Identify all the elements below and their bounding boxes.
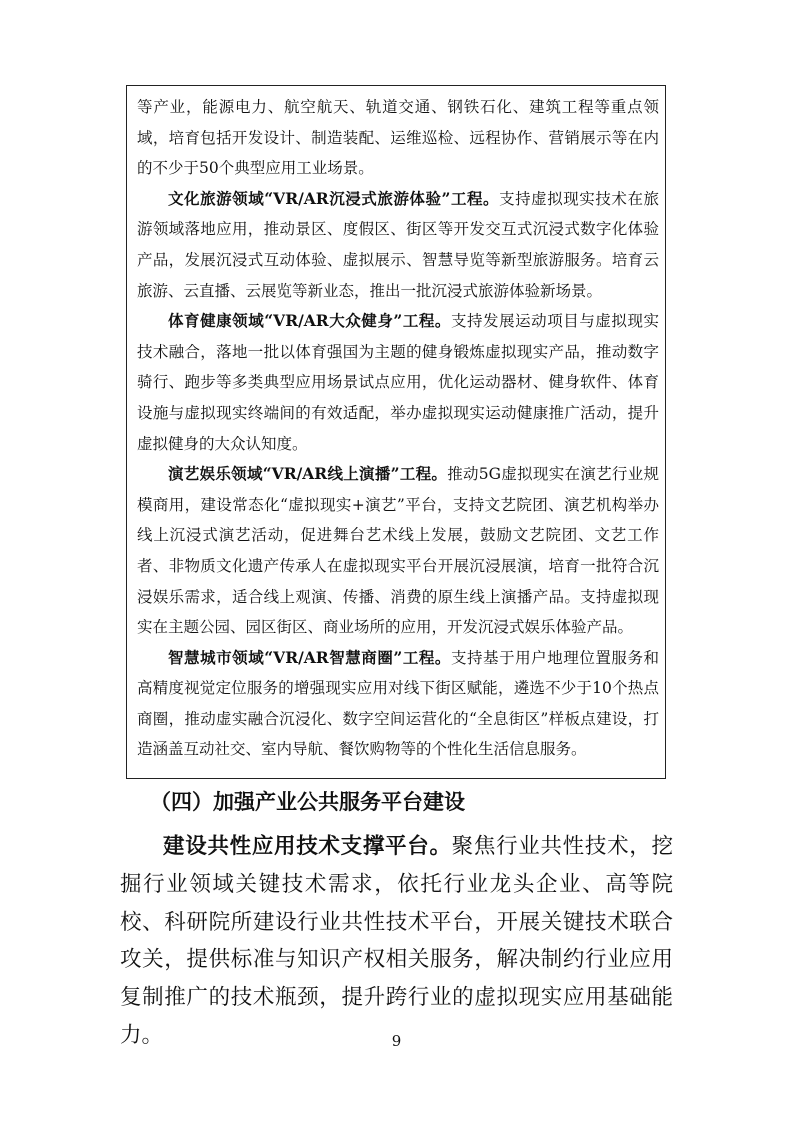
box-paragraph-industry	[137, 92, 659, 184]
section-heading: （四）加强产业公共服务平台建设	[150, 789, 465, 814]
box-paragraph-smart-city-body: 支持基于用户地理位置服务和高精度视觉定位服务的增强现实应用对线下街区赋能，遴选不少于10个热点商圈，推动虚实融合沉浸化、数字空间运营化的“全息街区”样板点建设，打造涵盖互动社交、室内导航、餐饮购物等的个性化生活信息服务。	[137, 648, 659, 759]
body-paragraph	[120, 828, 673, 1055]
box-paragraph-performance	[137, 459, 659, 643]
page-number: 9	[391, 1032, 402, 1050]
box-paragraph-tourism	[137, 184, 659, 306]
box-paragraph-tourism-head: 文化旅游领域“VR/AR沉浸式旅游体验”工程。	[168, 188, 500, 208]
box-paragraph-performance-body: 推动5G虚拟现实在演艺行业规模商用，建设常态化“虚拟现实+演艺”平台，支持文艺院团、演艺机构举办线上沉浸式演艺活动，促进舞台艺术线上发展，鼓励文艺院团、文艺工作者、非物质文化遗产传承人在虚拟现实平台开展沉浸展演，培育一批符合沉浸娱乐需求，适合线上观演、传播、消费的原生线上演播产品。支持虚拟现实在主题公园、园区街区、商业场所的应用，开发沉浸式娱乐体验产品。	[137, 465, 659, 637]
box-paragraph-sports	[137, 306, 659, 459]
box-paragraph-sports-body: 支持发展运动项目与虚拟现实技术融合，落地一批以体育强国为主题的健身锻炼虚拟现实产品，推动数字骑行、跑步等多类典型应用场景试点应用，优化运动器材、健身软件、体育设施与虚拟现实终端间的有效适配，举办虚拟现实运动健康推广活动，提升虚拟健身的大众认知度。	[137, 312, 659, 453]
box-paragraph-tourism-body: 支持虚拟现实技术在旅游领域落地应用，推动景区、度假区、街区等开发交互式沉浸式数字化体验产品，发展沉浸式互动体验、虚拟展示、智慧导览等新型旅游服务。培育云旅游、云直播、云展览等新业态，推出一批沉浸式旅游体验新场景。	[137, 189, 659, 300]
box-paragraph-smart-city-head: 智慧城市领域“VR/AR智慧商圈”工程。	[168, 647, 451, 667]
body-paragraph-head: 建设共性应用技术支撑平台。	[163, 834, 452, 859]
body-paragraph-text	[120, 828, 673, 1055]
body-paragraph-body: 聚焦行业共性技术，挖掘行业领域关键技术需求，依托行业龙头企业、高等院校、科研院所建设行业共性技术平台，开展关键技术联合攻关，提供标准与知识产权相关服务，解决制约行业应用复制推广的技术瓶颈，提升跨行业的虚拟现实应用基础能力。	[120, 834, 673, 1048]
box-paragraph-sports-head: 体育健康领域“VR/AR大众健身”工程。	[168, 311, 451, 331]
box-paragraph-industry-body: 等产业，能源电力、航空航天、轨道交通、钢铁石化、建筑工程等重点领域，培育包括开发设计、制造装配、运维巡检、远程协作、营销展示等在内的不少于50个典型应用工业场景。	[137, 98, 659, 178]
text-box-content	[137, 92, 659, 765]
box-paragraph-performance-head: 演艺娱乐领域“VR/AR线上演播”工程。	[168, 464, 448, 484]
box-paragraph-smart-city	[137, 643, 659, 765]
